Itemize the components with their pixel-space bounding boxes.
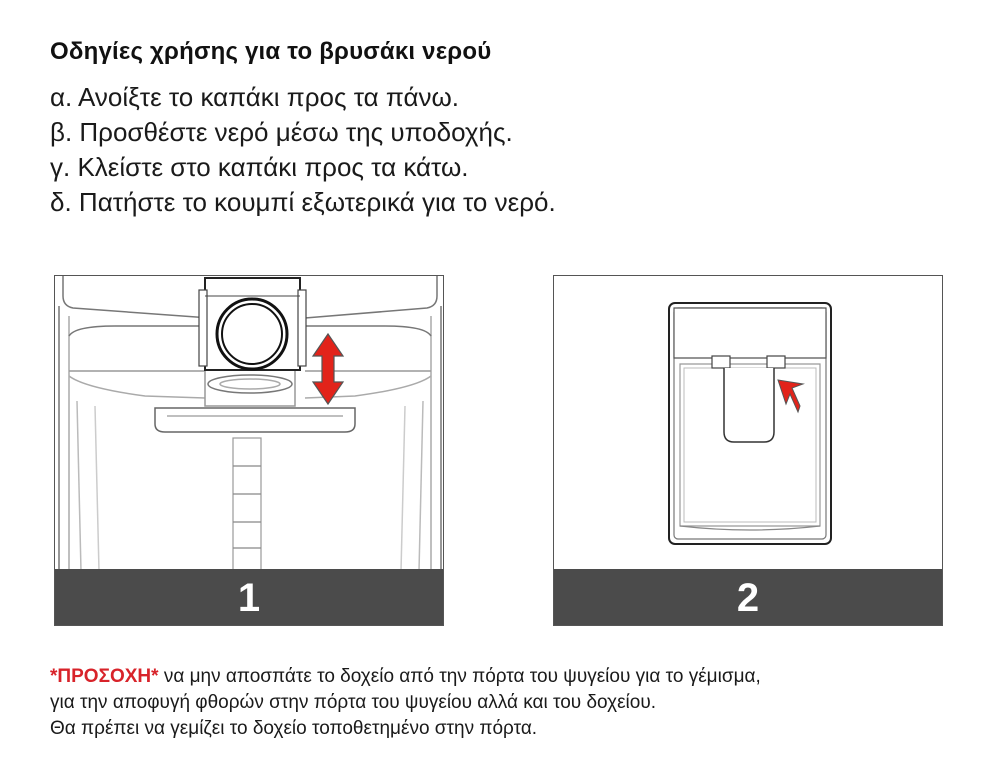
step-d: δ. Πατήστε το κουμπί εξωτερικά για το νερό.: [50, 187, 556, 217]
step-b: β. Προσθέστε νερό μέσω της υποδοχής.: [50, 117, 513, 147]
panel-number-1: 1: [55, 569, 443, 625]
page-title: Οδηγίες χρήσης για το βρυσάκι νερού: [50, 38, 492, 65]
water-tank-lid-icon: [55, 276, 444, 571]
illustration-panel-1: [54, 275, 444, 626]
step-c: γ. Κλείστε στο καπάκι προς τα κάτω.: [50, 152, 469, 182]
illustration-panel-2: [553, 275, 943, 626]
warning-line-1: να μην αποσπάτε το δοχείο από την πόρτα του ψυγείου για το γέμισμα,: [158, 666, 761, 687]
panel-number-2: 2: [554, 569, 942, 625]
dispenser-button-icon: [554, 276, 943, 571]
instruction-steps: [50, 80, 556, 220]
warning-note: [50, 664, 970, 742]
warning-line-2: για την αποφυγή φθορών στην πόρτα του ψυγείου αλλά και του δοχείου.: [50, 692, 657, 713]
warning-label: *ΠΡΟΣΟΧΗ*: [50, 666, 159, 687]
step-a: α. Ανοίξτε το καπάκι προς τα πάνω.: [50, 82, 460, 112]
warning-line-3: Θα πρέπει να γεμίζει το δοχείο τοποθετημένο στην πόρτα.: [50, 718, 538, 739]
